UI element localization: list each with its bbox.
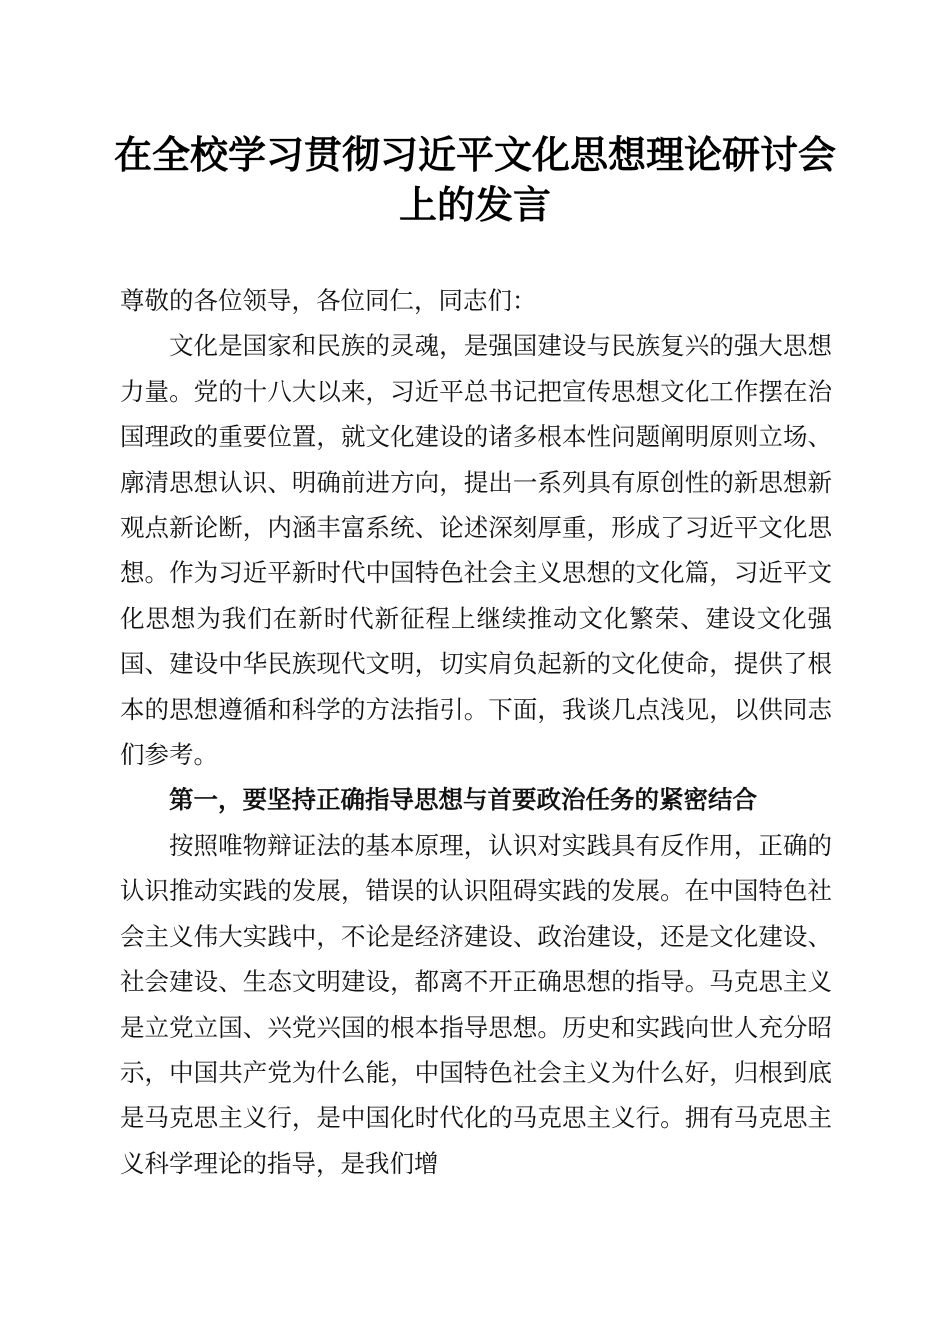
section-1-paragraph: 按照唯物辩证法的基本原理，认识对实践具有反作用，正确的认识推动实践的发展，错误的认识阻碍实践的发展。在中国特色社会主义伟大实践中，不论是经济建设、政治建设，还是文化建设、社会建设、生态文明建设，都离不开正确思想的指导。马克思主义是立党立国、兴党兴国的根本指导思想。历史和实践向世人充分昭示，中国共产党为什么能，中国特色社会主义为什么好，归根到底是马克思主义行，是中国化时代化的马克思主义行。拥有马克思主义科学理论的指导，是我们增 xyxy=(120,830,832,1178)
document-title: 在全校学习贯彻习近平文化思想理论研讨会上的发言 xyxy=(113,132,836,227)
greeting-line: 尊敬的各位领导，各位同仁，同志们： xyxy=(120,286,537,315)
document-body xyxy=(120,278,832,1186)
section-heading-1: 第一，要坚持正确指导思想与首要政治任务的紧密结合 xyxy=(169,785,757,815)
intro-paragraph: 文化是国家和民族的灵魂，是强国建设与民族复兴的强大思想力量。党的十八大以来，习近平总书记把宣传思想文化工作摆在治国理政的重要位置，就文化建设的诸多根本性问题阐明原则立场、廓清思想认识、明确前进方向，提出一系列具有原创性的新思想新观点新论断，内涵丰富系统、论述深刻厚重，形成了习近平文化思想。作为习近平新时代中国特色社会主义思想的文化篇，习近平文化思想为我们在新时代新征程上继续推动文化繁荣、建设文化强国、建设中华民族现代文明，切实肩负起新的文化使命，提供了根本的思想遵循和科学的方法指引。下面，我谈几点浅见，以供同志们参考。 xyxy=(120,331,832,770)
